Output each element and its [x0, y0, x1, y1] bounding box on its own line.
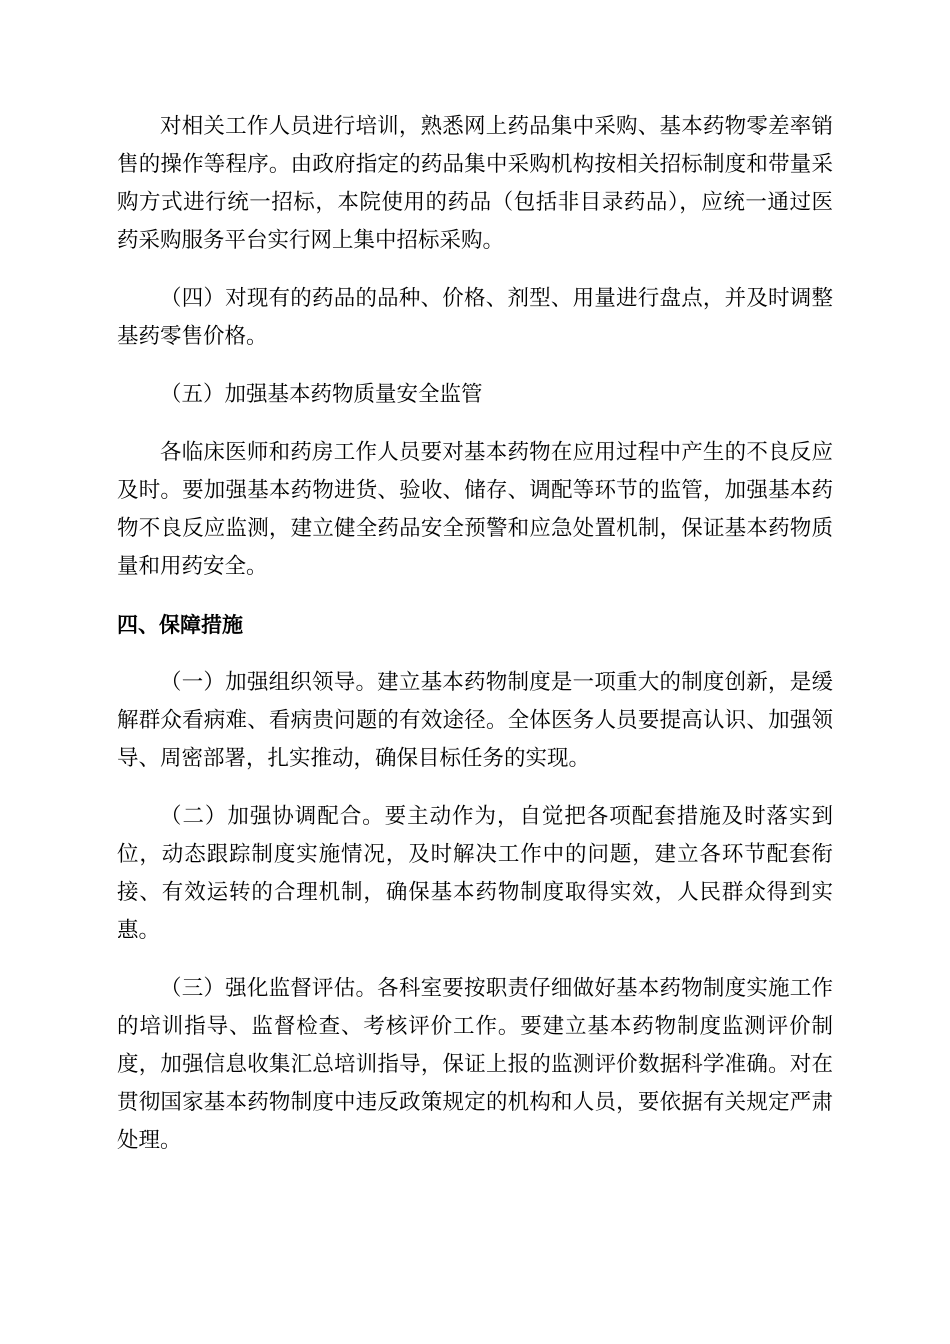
paragraph-quality-supervision-title: （五）加强基本药物质量安全监管: [160, 382, 483, 407]
paragraph-supervision-evaluation: （三）强化监督评估。各科室要按职责仔细做好基本药物制度实施工作的培训指导、监督检查、考核评价工作。要建立基本药物制度监测评价制度，加强信息收集汇总培训指导，保证上报的监测评价数据科学准确。对在贯彻国家基本药物制度中违反政策规定的机构和人员，要依据有关规定严肃处理。: [117, 976, 833, 1153]
paragraph-organization-leadership: （一）加强组织领导。建立基本药物制度是一项重大的制度创新，是缓解群众看病难、看病贵问题的有效途径。全体医务人员要提高认识、加强领导、周密部署，扎实推动，确保目标任务的实现。: [117, 670, 833, 771]
paragraph-coordination: （二）加强协调配合。要主动作为，自觉把各项配套措施及时落实到位，动态跟踪制度实施情况，及时解决工作中的问题，建立各环节配套衔接、有效运转的合理机制，确保基本药物制度取得实效，人民群众得到实惠。: [117, 804, 833, 943]
paragraph-adverse-reaction-monitoring: 各临床医师和药房工作人员要对基本药物在应用过程中产生的不良反应及时。要加强基本药物进货、验收、储存、调配等环节的监管，加强基本药物不良反应监测，建立健全药品安全预警和应急处置机制，保证基本药物质量和用药安全。: [117, 440, 833, 579]
document-page: [117, 108, 833, 1180]
section-heading-safeguards: 四、保障措施: [117, 613, 243, 637]
paragraph-inventory-pricing: （四）对现有的药品的品种、价格、剂型、用量进行盘点，并及时调整基药零售价格。: [117, 286, 833, 349]
paragraph-training-procurement: 对相关工作人员进行培训，熟悉网上药品集中采购、基本药物零差率销售的操作等程序。由政府指定的药品集中采购机构按相关招标制度和带量采购方式进行统一招标，本院使用的药品（包括非目录药品），应统一通过医药采购服务平台实行网上集中招标采购。: [117, 114, 833, 253]
